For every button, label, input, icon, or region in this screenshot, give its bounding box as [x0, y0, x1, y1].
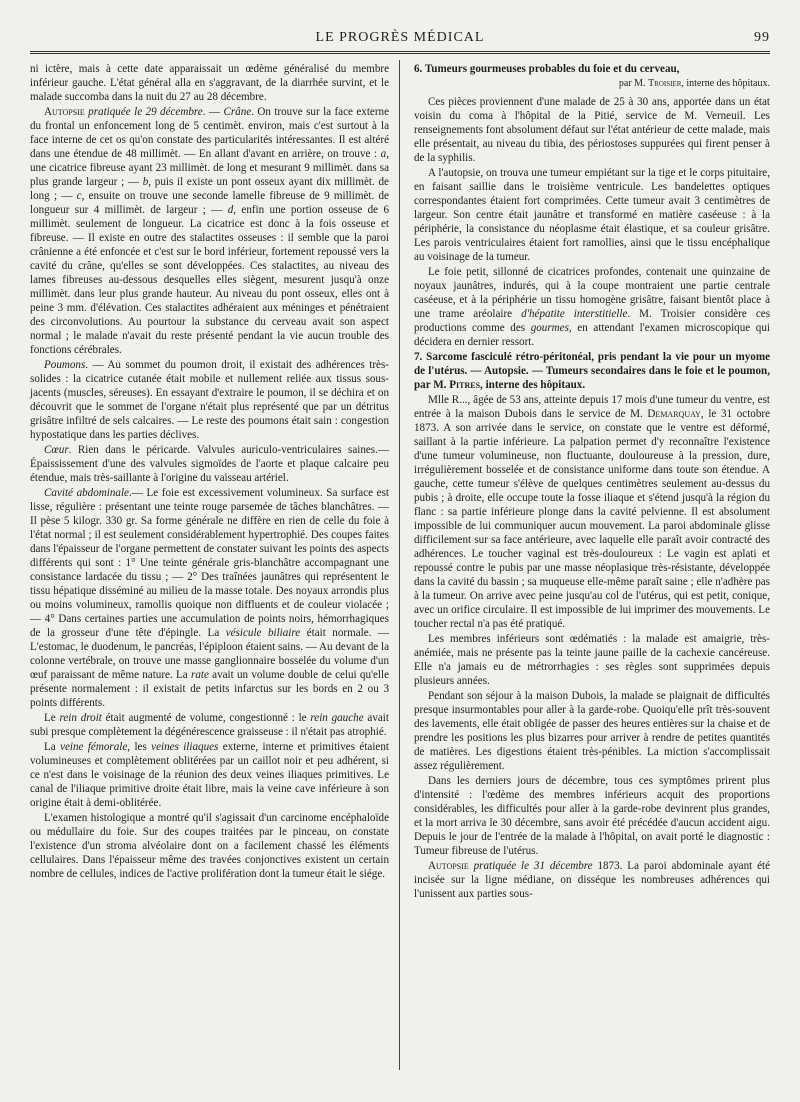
text-run: 7. Sarcome fasciculé rétro-péritonéal, pris pendant la vie pour un myome de l'utérus. — Autopsie. — Tumeurs secondaires dans le foie et le poumon,: [414, 351, 770, 377]
right-paragraph: [414, 166, 770, 264]
text-run: . —: [202, 106, 224, 118]
left-paragraph: [30, 711, 389, 739]
text-run: , interne des hôpitaux.: [681, 78, 770, 89]
text-run: , enfin une portion osseuse de 6 millimèt. seulement de longueur. La cicatrice est donc à la fois osseuse et fibreuse. — Il existe en outre des stalactites osseuses : il semble que la paroi crânienne a été enfoncée et c'est sur le bord inférieur, fortement repoussé vers la cavité du crâne, qu'elles se sont développées. Ces stalactites, au niveau des lames fibreuses au-dessous desquelles elles siègent, mesurent jusqu'à onze millimèt. dans leur plus grande hauteur. Au niveau du pont osseux, elles ont à peine 3 mm. d'élévation. Ces stalactites adhéraient aux méninges et pénétraient des circonvolutions. Au pourtour la substance du cerveau avait son aspect normal ; le malade n'avait du reste présenté pendant la vie aucun trouble des fonctions cérébrales.: [30, 204, 389, 356]
column-divider: [399, 60, 400, 1070]
text-run: L'examen histologique a montré qu'il s'agissait d'un carcinome encéphaloïde ou médullaire du foie. Sur des coupes traitées par le pinceau, on constate l'existence d'un stroma alvéolaire dont on a facilement chassé les éléments cellulaires. Dans l'épaisseur même des travées conjonctives existent un certain nombre de cellules, indices de l'active prolifération dont la tumeur était le siége.: [30, 812, 389, 880]
text-run: veine fémorale: [60, 741, 128, 753]
right-paragraph: [414, 632, 770, 688]
text-run: externe, interne et primitives étaient volumineuses et complètement oblitérées par un caillot noir et peu adhérent, si ce n'est dans le voisinage de la réunion des deux veines iliaques primitives. Le canal de l'iliaque primitive droite était libre, mais la veine cave inférieure à son origine était à demi-oblitérée.: [30, 741, 389, 809]
text-run: par M.: [618, 78, 649, 89]
text-run: . M. Troisier considère ces productions comme des: [414, 308, 771, 334]
text-run: , une cicatrice fibreuse ayant 23 millimèt. de long et mesurant 9 millimèt. dans sa plus grande largeur ; —: [30, 148, 389, 188]
text-run: b: [142, 176, 149, 188]
right-paragraph: [414, 77, 770, 91]
text-run: Les membres inférieurs sont œdématiés : la malade est amaigrie, très-anémiée, mais ne présente pas la teinte jaune paille de la cachexie cancéreuse. Elle n'a jamais eu de métrorrhagies : ses règles sont supprimées depuis plusieurs années.: [414, 633, 770, 687]
text-run: Demarquay: [647, 408, 701, 420]
text-run: Cœur: [44, 444, 69, 456]
text-run: 1873. La paroi abdominale ayant été incisée sur la ligne médiane, on disséque les nombreuses adhérences qui l'unissent aux parties sous-: [414, 860, 770, 900]
left-column: [30, 62, 389, 882]
text-run: Troisier: [648, 78, 682, 89]
page-number: 99: [754, 30, 770, 45]
text-run: vésicule biliaire: [225, 627, 301, 639]
text-run: d: [227, 204, 234, 216]
left-paragraph: [30, 105, 389, 357]
text-run: . On trouve sur la face externe du frontal un enfoncement long de 5 centimèt. environ, mais c'est surtout à la face interne de cet os qu'on constate des particularités intéressantes. Il est altéré dans une étendue de 48 millimèt. — En allant d'avant en arrière, on trouve :: [30, 106, 390, 160]
text-run: Dans les derniers jours de décembre, tous ces symptômes prirent plus d'intensité : l'œdème des membres inférieurs acquit des proportions considérables, les difficultés pour aller à la garde-robe devinrent plus grandes, et la mort arriva le 30 décembre, sans avoir été précédée d'aucun accident aigu. Depuis le jour de l'entrée de la malade à l'hôpital, on avait porté le diagnostic : Tumeur fibreuse de l'utérus.: [414, 775, 770, 857]
text-run: pratiquée le 31 décembre: [468, 860, 593, 872]
text-run: a: [380, 148, 387, 160]
text-run: .— Le foie est excessivement volumineux. Sa surface est lisse, régulière : présentant une teinte rouge parsemée de tâches blanchâtres. — Il pèse 5 kilogr. 330 gr. Sa forme générale ne diffère en rien de celle du foie à l'état normal ; il est seulement considérablement hypertrophié. Des coupes faites dans l'épaisseur de l'organe permettent de constater suivant les points des aspects différents qui sont : 1° Une teinte générale gris-blanchâtre accompagnant une consistance lardacée du tissu ; — 2° Des traînées jaunâtres qui représentent le tissu hépatique disséminé au milieu de la masse totale. Des noyaux arrondis plus ou moins volumineux, ramollis quoique non diffluents et de couleur violacée ; — 4° Dans certaines parties une accumulation de points noirs, hémorrhagiques de la grosseur d'une tête d'épingle. La: [30, 487, 389, 639]
text-run: . Rien dans le péricarde. Valvules auriculo-ventriculaires saines.— Épaississement d'une des valvules sigmoïdes de l'aorte et plaque calcaire peu étendue, mais très-saillante à l'origine du vaisseau artériel.: [30, 444, 389, 484]
text-run: était normale. — L'estomac, le duodenum, le pancréas, l'épiploon étaient sains. — Au devant de la colonne vertébrale, on trouve une masse ganglionnaire bosselée du volume d'un œuf paraissant de même nature. La: [30, 627, 389, 681]
text-run: 6. Tumeurs gourmeuses probables du foie et du cerveau,: [414, 63, 680, 75]
text-run: , ensuite on trouve une seconde lamelle fibreuse de 9 millimèt. de longueur sur 4 millimèt. de largeur ; —: [30, 190, 389, 216]
right-paragraph: [414, 393, 770, 631]
left-paragraph: [30, 486, 389, 710]
text-run: Ces pièces proviennent d'une malade de 25 à 30 ans, apportée dans un état voisin du coma à l'hôpital de la Pitié, service de M. Verneuil. Les renseignements font absolument défaut sur l'état antérieur de cette malade, mais elle présentait, au niveau du tibia, des périostoses suppurées qui firent penser à de la syphilis.: [414, 96, 770, 164]
right-paragraph: [414, 689, 770, 773]
header-rule: [30, 51, 770, 54]
text-run: A l'autopsie, on trouva une tumeur empiétant sur la tige et le corps pituitaire, en faisant saillie dans le troisième ventricule. Les bandelettes optiques correspondantes étaient fort comprimées. Cette tumeur avait 3 centimètres de largeur. Son centre était jaunâtre et transformé en matière caséeuse : à la périphérie, la consistance du néoplasme était élastique, et sa couleur grisâtre. Les parois ventriculaires étaient fort ramollies, ainsi que le tissu encéphalique au voisinage de la tumeur.: [414, 167, 770, 263]
text-run: Le: [44, 712, 60, 724]
text-run: , puis il existe un pont osseux ayant dix millimèt. de long ; —: [30, 176, 389, 202]
right-paragraph: [414, 62, 770, 76]
right-paragraph: [414, 350, 770, 392]
left-paragraph: [30, 443, 389, 485]
text-run: , les: [127, 741, 152, 753]
left-paragraph: [30, 811, 389, 881]
right-paragraph: [414, 774, 770, 858]
text-run: Le foie petit, sillonné de cicatrices profondes, contenait une quinzaine de noyaux jaunâtres, indurés, qui à la coupe montraient une partie centrale caséeuse, et à la périphérie un tissu homogène grisâtre, faisant bientôt place à une trame aréolaire: [414, 266, 770, 320]
text-run: était augmenté de volume, congestionné : le: [101, 712, 311, 724]
text-run: Mlle R..., âgée de 53 ans, atteinte depuis 17 mois d'une tumeur du ventre, est entrée à la maison Dubois dans le service de M.: [414, 394, 770, 420]
text-run: Crâne: [223, 106, 252, 118]
text-run: gourmes: [530, 322, 569, 334]
text-run: rate: [191, 669, 209, 681]
text-run: avait un volume double de celui qu'elle présente normalement : il existait de petits infarctus sur les bords en 2 ou 3 points différents.: [30, 669, 390, 709]
left-paragraph: [30, 62, 389, 104]
right-paragraph: [414, 95, 770, 165]
text-run: ni ictère, mais à cette date apparaissait un œdème généralisé du membre inférieur gauche. L'état général alla en s'aggravant, de la diarrhée survint, et le malade succomba dans la nuit du 27 au 28 décembre.: [30, 63, 389, 103]
text-run: , interne des hôpitaux.: [480, 379, 586, 391]
text-run: , en attendant l'examen microscopique qui décidera en dernier ressort.: [414, 322, 770, 348]
text-run: rein droit: [59, 712, 102, 724]
text-run: La: [44, 741, 61, 753]
text-run: pratiquée le 29 décembre: [84, 106, 203, 118]
text-run: d'hépatite interstitielle: [521, 308, 628, 320]
text-run: rein gauche: [310, 712, 364, 724]
text-run: avait subi presque complètement la dégénérescence graisseuse : il n'était pas atrophié.: [30, 712, 389, 738]
journal-title: LE PROGRÈS MÉDICAL: [315, 30, 485, 45]
text-run: Pendant son séjour à la maison Dubois, la malade se plaignait de difficultés presque insurmontables pour aller à la garde-robe. Quoiqu'elle prît très-souvent des lavements, elle était obligée de passer des heures entières sur la chaise et de prendre les positions les plus bizarres pour arriver à rendre de petites quantités de matières. Les digestions étaient très-pénibles. La miction s'accomplissait assez régulièrement.: [414, 690, 770, 772]
text-run: c: [76, 190, 82, 202]
text-run: , le 31 octobre 1873. A son arrivée dans le service, on constate que le ventre est déformé, saillant à la partie inférieure. La palpation permet d'y reconnaître l'existence d'une tumeur volumineuse, non fluctuante, douloureuse à la pression, dure, irrégulièrement bosselée et de consistance uniforme dans toute son étendue. A gauche, cette tumeur s'élève de quelques centimètres seulement au-dessus du pubis ; à droite, elle occupe toute la fosse iliaque et s'étend jusqu'à la région du flanc : sa partie inférieure plonge dans la cavité pelvienne. Il est absolument impossible de lui communiquer aucun mouvement. La paroi abdominale glisse difficilement sur sa face antérieure, avec laquelle elle paraît avoir contracté des adhérences. Le toucher vaginal est très-douloureux : Le vagin est aplati et repoussé contre le pubis par une masse néoplasique très-résistante, développée dans la cavité du bassin ; sa muqueuse elle-même paraît saine ; elle n'adhère pas à la tumeur. On arrive avec peine jusqu'au col de l'utérus, qui est petit, conique, avec un orifice circulaire. Il est impossible de lui imprimer des mouvements. Le toucher rectal n'a pas été pratiqué.: [414, 408, 770, 630]
left-paragraph: [30, 740, 389, 810]
text-run: Pitres: [449, 379, 481, 391]
running-head: [30, 30, 770, 50]
text-run: . — Au sommet du poumon droit, il existait des adhérences très-solides : la cicatrice cutanée était mobile et nullement reliée aux tissus sous-jacents (muscles, séreuses). En essayant d'extraire le poumon, il se déchira et on découvrit que le sommet de l'organe n'était plus représenté que par un détritus grisâtre infiltré de sels calcaires. — Le reste des poumons était sain : congestion hypostatique dans les parties déclives.: [30, 359, 389, 441]
text-run: par M.: [414, 379, 450, 391]
left-paragraph: [30, 358, 389, 442]
right-paragraph: [414, 265, 770, 349]
right-paragraph: [414, 859, 770, 901]
text-run: Poumons: [44, 359, 86, 371]
text-run: Autopsie: [44, 106, 85, 118]
right-column: [414, 62, 770, 902]
text-run: Autopsie: [428, 860, 469, 872]
text-run: veines iliaques: [151, 741, 219, 753]
text-run: Cavité abdominale: [44, 487, 129, 499]
